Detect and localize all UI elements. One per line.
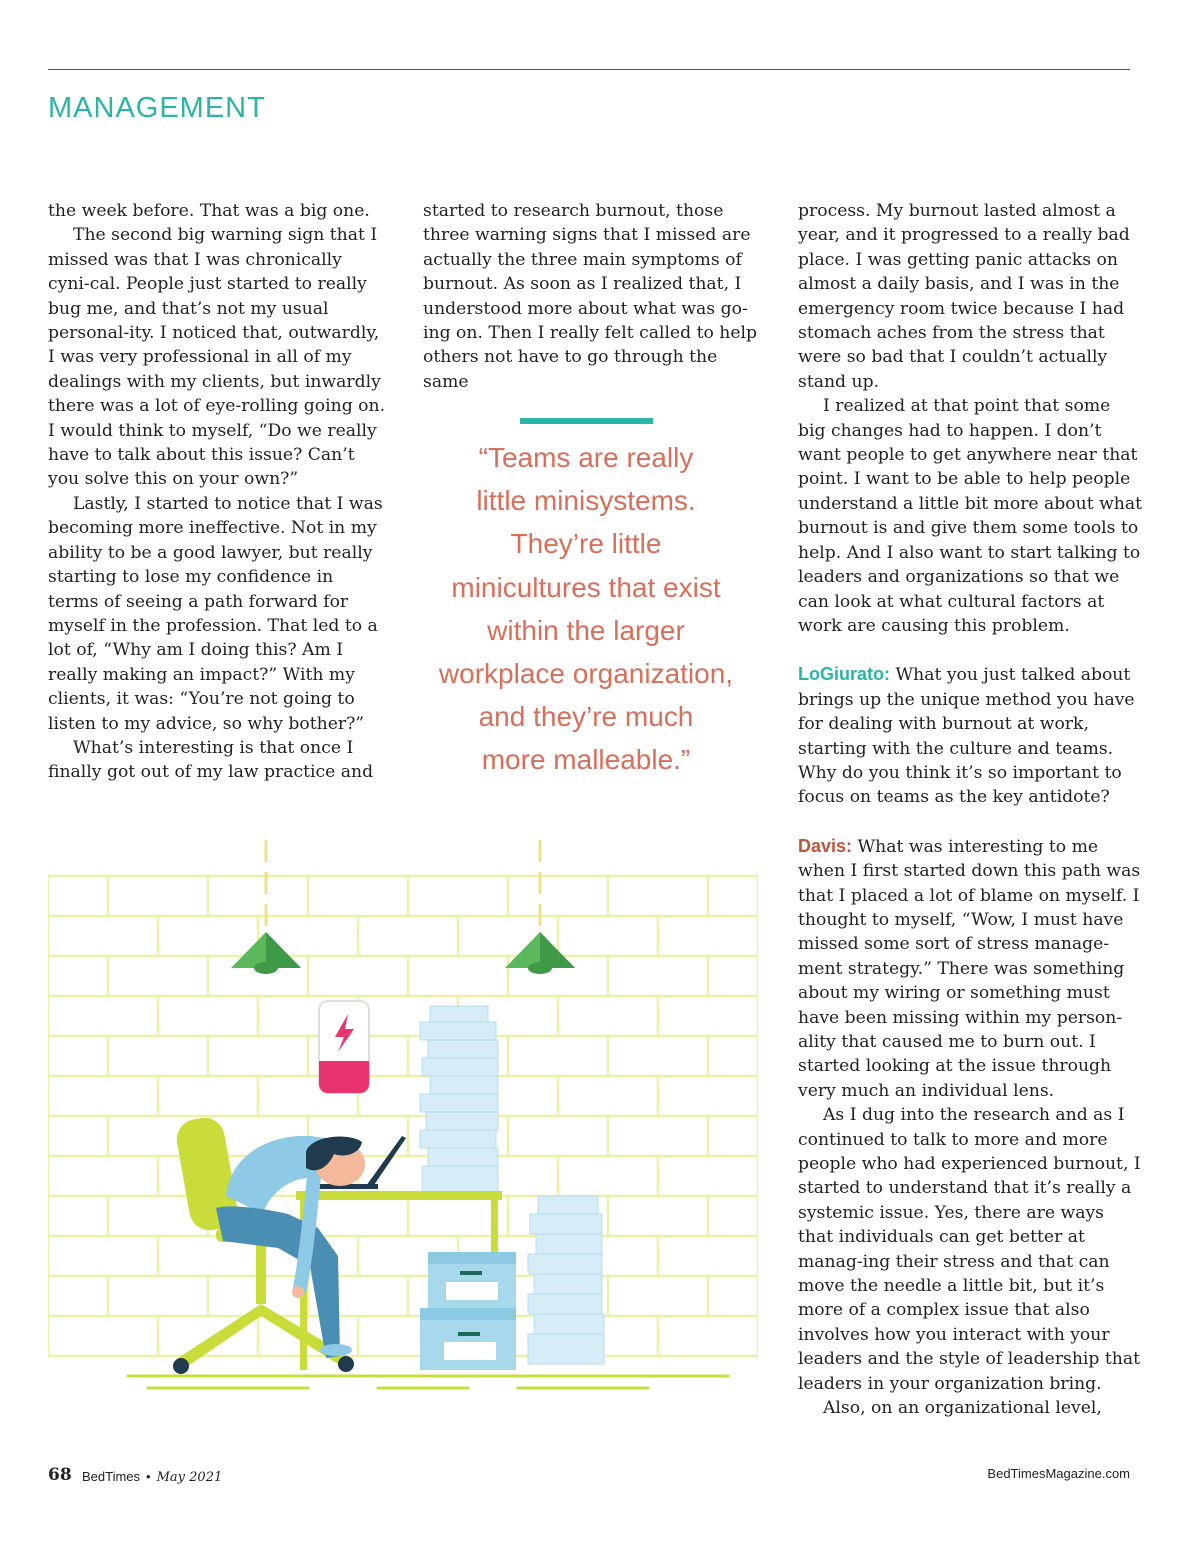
header-rule (48, 69, 1130, 70)
question-text: What you just talked about brings up the unique method you have for dealing with burnout at work, starting with the culture and teams. Why do you think it’s so important to focus on teams as the key antidote? (798, 665, 1135, 808)
ceiling-lamp-icon (231, 840, 301, 974)
pull-quote-line: “Teams are really (478, 442, 694, 473)
floor (128, 1376, 728, 1388)
website-link[interactable]: BedTimesMagazine.com (987, 1466, 1130, 1481)
article-column-2 (423, 199, 761, 394)
paragraph: process. My burnout lasted almost a year, and it progressed to a really bad place. I was getting panic attacks on almost a daily basis, and I was in the emergency room twice because I had stomach aches from the stress that were so bad that I couldn’t actually stand up. (798, 201, 1130, 392)
question-paragraph (798, 662, 1143, 809)
issue-date: May 2021 (156, 1470, 223, 1485)
answer-paragraph (798, 834, 1143, 1103)
speaker-name: LoGiurato: (798, 664, 890, 685)
paragraph: started to research burnout, those three warning signs that I missed are actually the three main symptoms of burnout. As soon as I realized that, I understood more about what was go-ing on. Then I really felt called to help others not have to go through the same (423, 201, 758, 392)
article-column-3 (798, 199, 1143, 1421)
pull-quote (420, 436, 752, 782)
article-column-1 (48, 199, 386, 785)
magazine-name: BedTimes (82, 1469, 141, 1484)
speaker-name: Davis: (798, 835, 853, 856)
paragraph: What’s interesting is that once I finally got out of my law practice and (48, 737, 374, 783)
pull-quote-line: within the larger (487, 614, 685, 646)
brick-wall (48, 876, 758, 1356)
paragraph: the week before. That was a big one. (48, 201, 370, 221)
separator-dot: • (146, 1469, 151, 1484)
page-number: 68 (48, 1465, 72, 1485)
pull-quote-line: and they’re much (478, 701, 694, 733)
magazine-info (82, 1469, 222, 1485)
paragraph: Also, on an organizational level, (823, 1398, 1102, 1419)
paragraph: Lastly, I started to notice that I was becoming more ineffective. Not in my ability to be a good lawyer, but really starting to lose my confidence in terms of seeing a path forward for myself in the profession. That led to a lot of, “Why am I doing this? Am I really making an impact?” With my clients, it was: “You’re not going to listen to my advice, so why bother?” (48, 493, 383, 734)
pull-quote-line: little minisystems. (476, 485, 696, 517)
pull-quote-bar (520, 418, 653, 424)
section-title: MANAGEMENT (48, 92, 266, 124)
paper-stack-icon (528, 1196, 604, 1364)
ceiling-lamp-icon (505, 840, 575, 974)
pull-quote-line: They’re little (510, 528, 662, 560)
pull-quote-line: workplace organization, (438, 658, 734, 690)
paper-stack-icon (420, 1006, 498, 1192)
pull-quote-line: minicultures that exist (451, 571, 721, 603)
burnout-illustration (48, 836, 758, 1396)
answer-text: What was interesting to me when I first started down this path was that I placed a lot of blame on myself. I thought to myself, “Wow, I must have missed some sort of stress manage-ment strategy.” There was something about my wiring or something must have been missing within my person-ality that caused me to burn out. I started looking at the issue through very much an individual lens. (798, 836, 1141, 1101)
low-battery-icon (319, 1001, 369, 1093)
file-cabinet-icon (420, 1252, 516, 1370)
paragraph: I realized at that point that some big changes had to happen. I don’t want people to get anywhere near that point. I want to be able to help people understand a little bit more about what burnout is and give them some tools to help. And I also want to start talking to leaders and organizations so that we can look at what cultural factors at work are causing this problem. (798, 396, 1143, 636)
paragraph: The second big warning sign that I missed was that I was chronically cyni-cal. People just started to really bug me, and that’s not my usual personal-ity. I noticed that, outwardly, I was very professional in all of my dealings with my clients, but inwardly there was a lot of eye-rolling going on. I would think to myself, “Do we really have to talk about this issue? Can’t you solve this on your own?” (48, 225, 386, 490)
pull-quote-line: more malleable.” (481, 744, 691, 776)
paragraph: As I dug into the research and as I continued to talk to more and more people who had experienced burnout, I started to understand that it’s really a systemic issue. Yes, there are ways that individuals can get better at manag-ing their stress and that can move the needle a little bit, but it’s more of a complex issue that also involves how you interact with your leaders and the style of leadership that leaders in your organization bring. (798, 1105, 1141, 1394)
